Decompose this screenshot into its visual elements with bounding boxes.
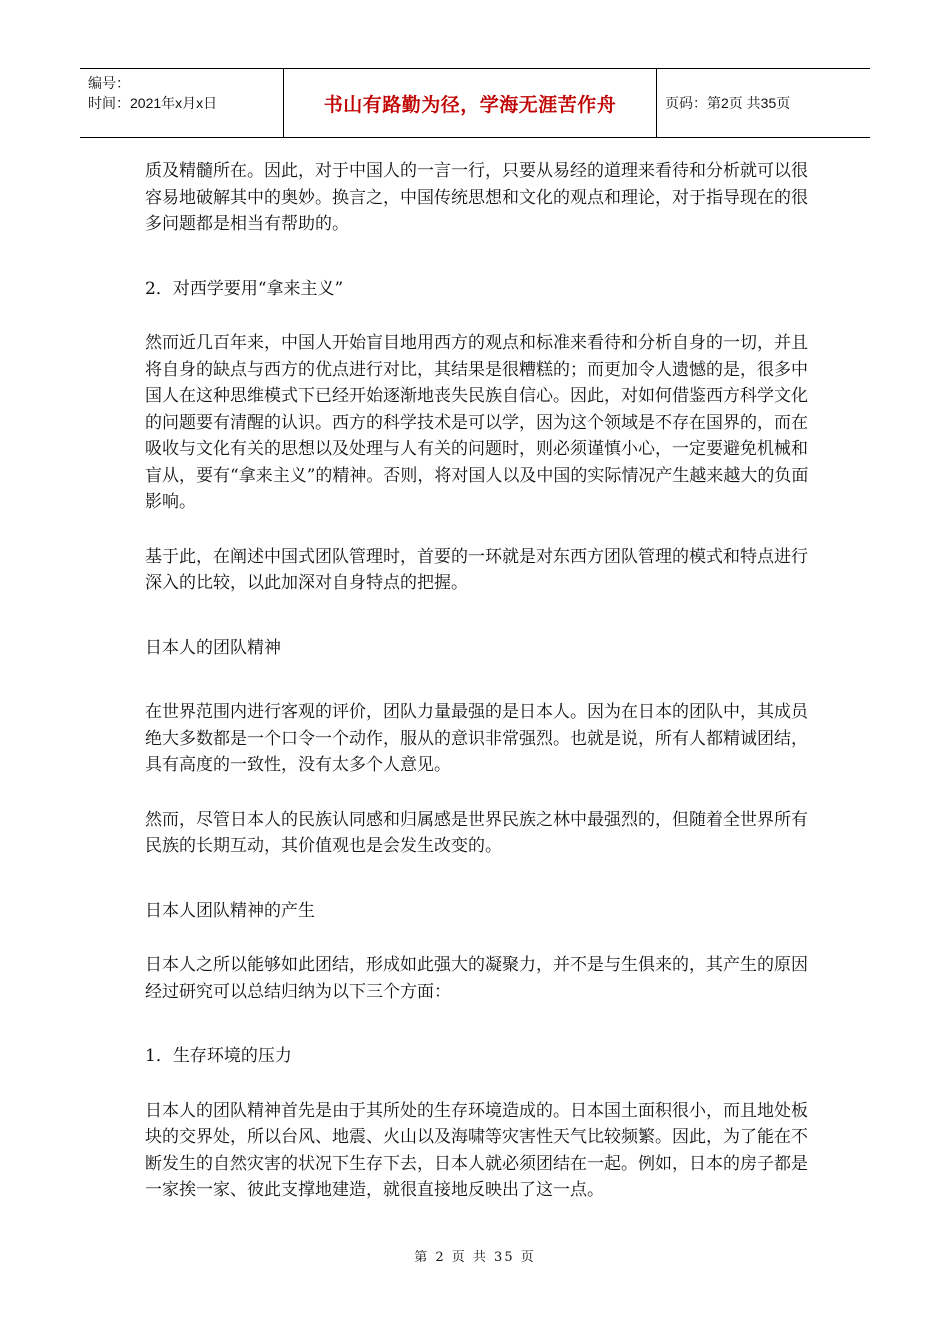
header-page-info: 页码：第2页 共35页 — [665, 95, 791, 111]
header-motto: 书山有路勤为径，学海无涯苦作舟 — [284, 69, 657, 137]
section-heading: 日本人团队精神的产生 — [145, 900, 315, 921]
date-label: 时间：2021年x月x日 — [88, 95, 218, 111]
paragraph: 质及精髓所在。因此，对于中国人的一言一行，只要从易经的道理来看待和分析就可以很容易地破解其中的奥妙。换言之，中国传统思想和文化的观点和理论，对于指导现在的很多问题都是相当有帮助的。 — [145, 161, 808, 234]
paragraph: 在世界范围内进行客观的评价，团队力量最强的是日本人。因为在日本的团队中，其成员绝大多数都是一个口令一个动作，服从的意识非常强烈。也就是说，所有人都精诚团结，具有高度的一致性，没有太多个人意见。 — [145, 702, 808, 775]
paragraph: 日本人的团队精神首先是由于其所处的生存环境造成的。日本国土面积很小，而且地处板块的交界处，所以台风、地震、火山以及海啸等灾害性天气比较频繁。因此，为了能在不断发生的自然灾害的状况下生存下去，日本人就必须团结在一起。例如，日本的房子都是一家挨一家、彼此支撑地建造，就很直接地反映出了这一点。 — [145, 1100, 808, 1200]
number-label: 编号： — [88, 75, 130, 91]
section-heading: 2．对西学要用“拿来主义” — [145, 278, 344, 299]
document-body — [145, 158, 815, 1204]
paragraph: 日本人之所以能够如此团结，形成如此强大的凝聚力，并不是与生俱来的，其产生的原因经过研究可以总结归纳为以下三个方面： — [145, 955, 808, 1002]
section-heading: 日本人的团队精神 — [145, 637, 281, 658]
paragraph: 基于此，在阐述中国式团队管理时，首要的一环就是对东西方团队管理的模式和特点进行深入的比较，以此加深对自身特点的把握。 — [145, 546, 808, 593]
section-heading: 1．生存环境的压力 — [145, 1046, 292, 1066]
header-meta — [80, 69, 284, 137]
page-footer: 第 2 页 共 35 页 — [414, 1250, 536, 1265]
paragraph: 然而，尽管日本人的民族认同感和归属感是世界民族之林中最强烈的，但随着全世界所有民族的长期互动，其价值观也是会发生改变的。 — [145, 809, 808, 856]
document-header — [80, 68, 870, 138]
paragraph: 然而近几百年来，中国人开始盲目地用西方的观点和标准来看待和分析自身的一切，并且将自身的缺点与西方的优点进行对比，其结果是很糟糕的；而更加令人遗憾的是，很多中国人在这种思维模式下已经开始逐渐地丧失民族自信心。因此，对如何借鉴西方科学文化的问题要有清醒的认识。西方的科学技术是可以学，因为这个领域是不存在国界的，而在吸收与文化有关的思想以及处理与人有关的问题时，则必须谨慎小心，一定要避免机械和盲从，要有“拿来主义”的精神。否则，将对国人以及中国的实际情况产生越来越大的负面影响。 — [145, 333, 809, 512]
